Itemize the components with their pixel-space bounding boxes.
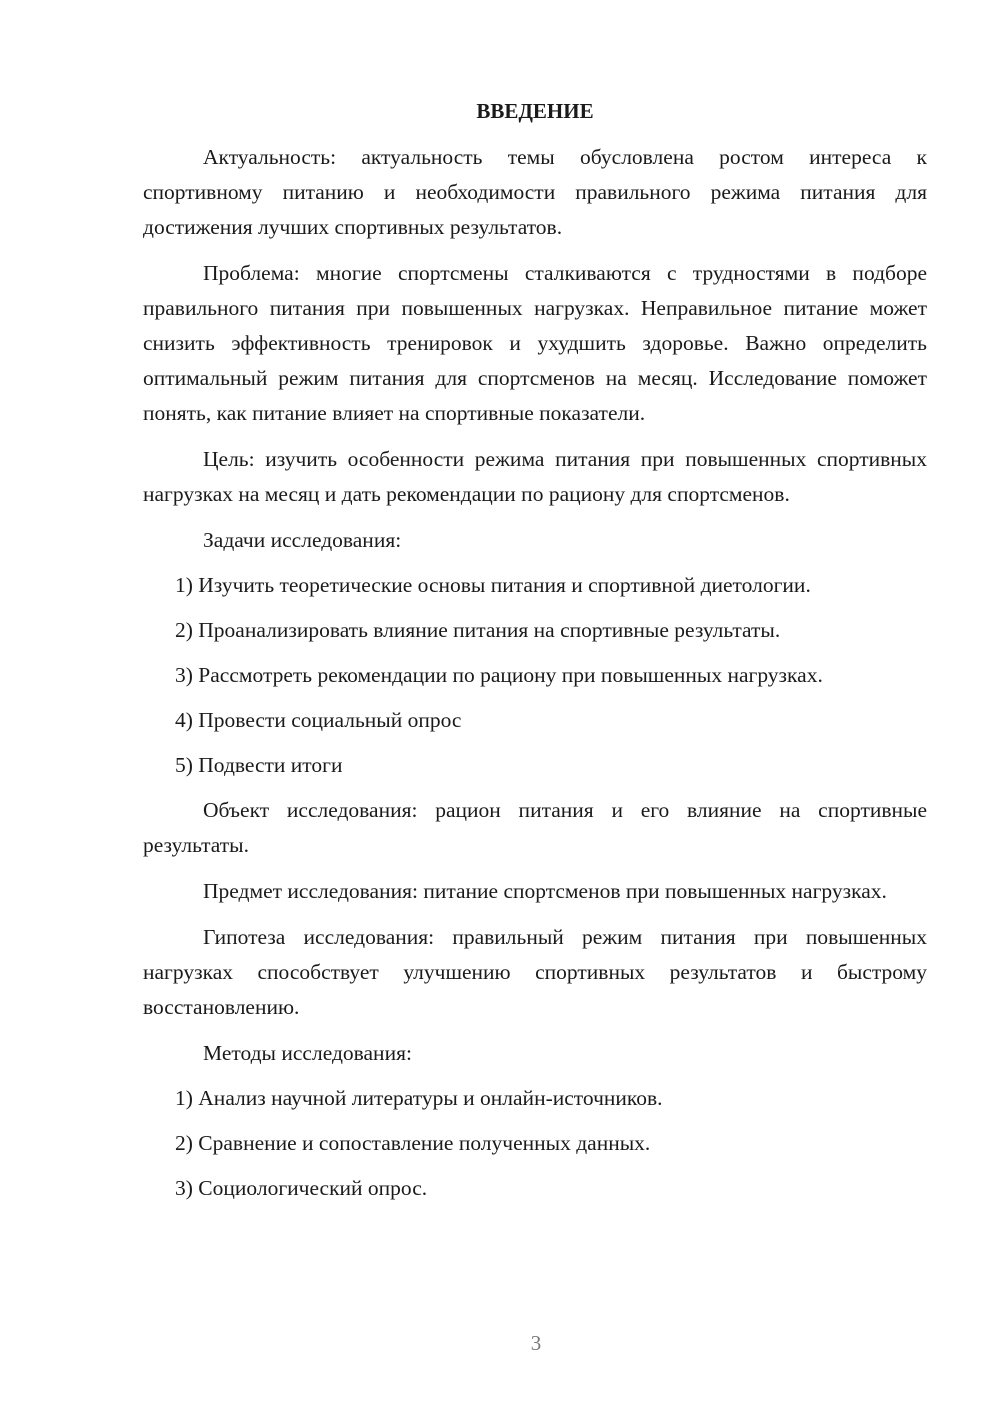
method-item: 1) Анализ научной литературы и онлайн-источников. [175, 1086, 663, 1110]
method-item: 3) Социологический опрос. [175, 1176, 428, 1200]
tasks-heading: Задачи исследования: [203, 528, 402, 552]
object-paragraph: Объект исследования: рацион питания и его влияние на спортивные результаты. [143, 798, 927, 857]
task-item: 2) Проанализировать влияние питания на спортивные результаты. [175, 618, 781, 642]
hypothesis-paragraph: Гипотеза исследования: правильный режим питания при повышенных нагрузках способствует улучшению спортивных результатов и быстрому восстановлению. [143, 925, 927, 1019]
relevance-paragraph: Актуальность: актуальность темы обусловлена ростом интереса к спортивному питанию и необходимости правильного режима питания для достижения лучших спортивных результатов. [143, 145, 927, 239]
task-item: 4) Провести социальный опрос [175, 708, 462, 732]
method-item: 2) Сравнение и сопоставление полученных данных. [175, 1131, 651, 1155]
task-item: 1) Изучить теоретические основы питания и спортивной диетологии. [175, 573, 811, 597]
methods-list [143, 1081, 927, 1206]
problem-paragraph: Проблема: многие спортсмены сталкиваются с трудностями в подборе правильного питания при повышенных нагрузках. Неправильное питание может снизить эффективность тренировок и ухудшить здоровье. Важно определить оптимальный режим питания для спортсменов на месяц. Исследование поможет понять, как питание влияет на спортивные показатели. [143, 261, 927, 425]
methods-heading: Методы исследования: [203, 1041, 412, 1065]
page-number: 3 [530, 1331, 542, 1355]
task-item: 5) Подвести итоги [175, 753, 343, 777]
goal-paragraph: Цель: изучить особенности режима питания при повышенных спортивных нагрузках на месяц и дать рекомендации по рациону для спортсменов. [143, 447, 927, 506]
subject-paragraph: Предмет исследования: питание спортсменов при повышенных нагрузках. [203, 879, 887, 903]
tasks-list [143, 568, 927, 783]
document-page [143, 95, 927, 1216]
section-title: ВВЕДЕНИЕ [476, 99, 594, 123]
task-item: 3) Рассмотреть рекомендации по рациону при повышенных нагрузках. [175, 663, 823, 687]
